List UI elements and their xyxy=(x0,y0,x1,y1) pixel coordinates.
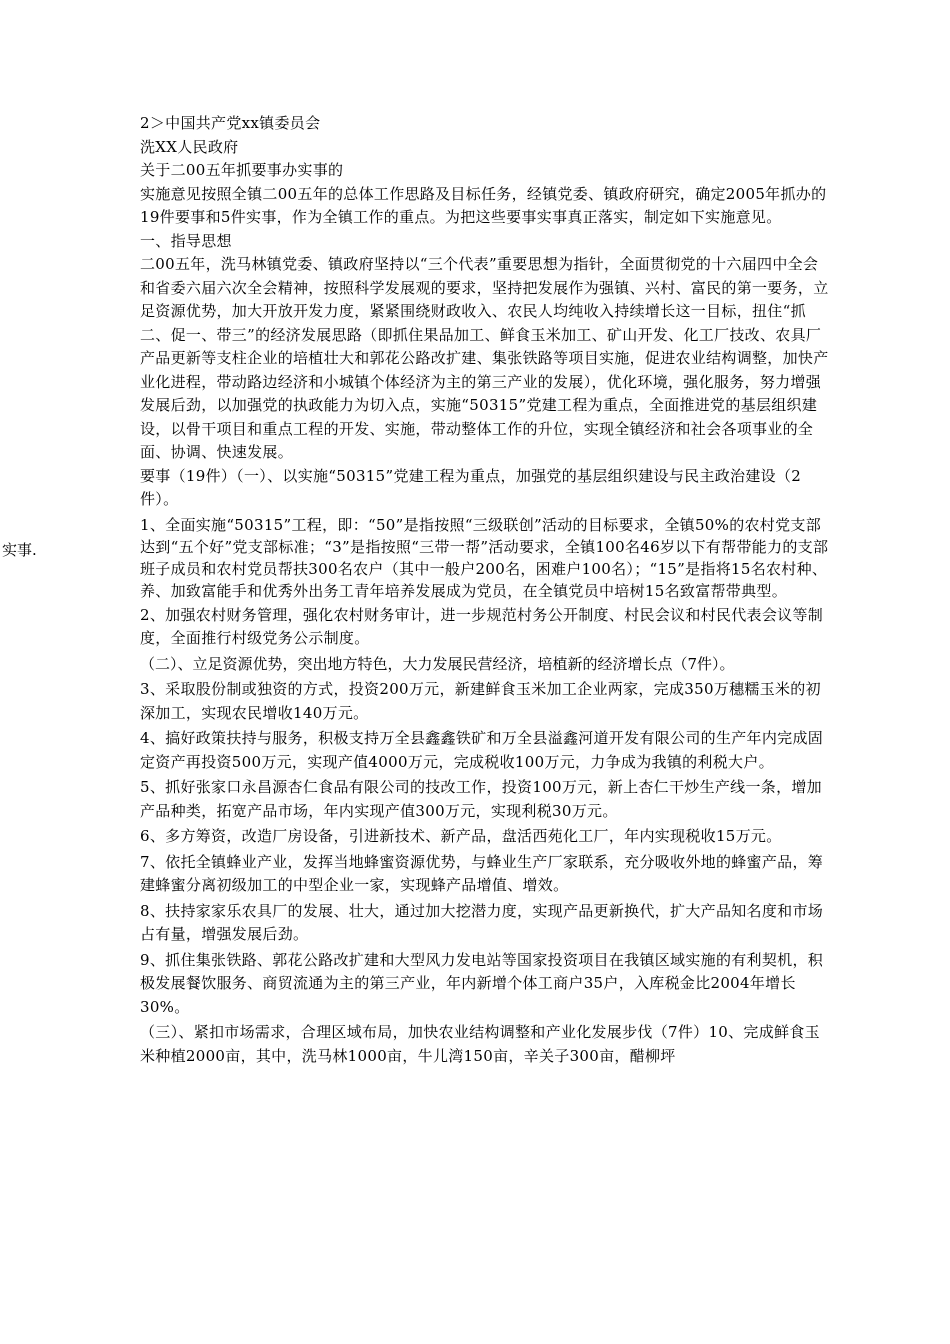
header-line-1: 2＞中国共产党xx镇委员会 xyxy=(140,114,321,132)
subsection-one-heading: 要事（19件）（一）、以实施“50315”党建工程为重点，加强党的基层组织建设与民主政治建设（2件）。 xyxy=(140,466,802,508)
subsection-three-heading: （三）、紧扣市场需求，合理区域布局，加快农业结构调整和产业化发展步伐（7件）10、完成鲜食玉米种植2000亩，其中，洗马林1000亩，牛儿湾150亩，辛关子300亩，醋柳坪 xyxy=(140,1023,820,1065)
section-heading: 一、指导思想 xyxy=(140,231,232,250)
item-7: 7、依托全镇蜂业产业，发挥当地蜂蜜资源优势，与蜂业生产厂家联系，充分吸收外地的蜂蜜产品，筹建蜂蜜分离初级加工的中型企业一家，实现蜂产品增值、增效。 xyxy=(140,852,824,894)
guiding-thought-paragraph: 二00五年，洗马林镇党委、镇政府坚持以“三个代表”重要思想为指针，全面贯彻党的十六届四中全会和省委六届六次全会精神，按照科学发展观的要求，坚持把发展作为强镇、兴村、富民的第一要务，立足资源优势，加大开放开发力度，紧紧围绕财政收入、农民人均纯收入持续增长这一目标，扭住“抓二、促一、带三”的经济发展思路（即抓住果品加工、鲜食玉米加工、矿山开发、化工厂技改、农具厂产品更新等支柱企业的培植壮大和郭花公路改扩建、集张铁路等项目实施，促进农业结构调整，加快产业化进程，带动路边经济和小城镇个体经济为主的第三产业的发展），优化环境，强化服务，努力增强发展后劲，以加强党的执政能力为切入点，实施“50315”党建工程为重点，全面推进党的基层组织建设，以骨干项目和重点工程的开发、实施，带动整体工作的升位，实现全镇经济和社会各项事业的全面、协调、快速发展。 xyxy=(140,255,829,461)
document-body xyxy=(140,112,830,1068)
item-5: 5、抓好张家口永昌源杏仁食品有限公司的技改工作，投资100万元，新上杏仁干炒生产线一条，增加产品种类，拓宽产品市场，年内实现产值300万元，实现利税30万元。 xyxy=(140,778,822,820)
header-line-3: 关于二00五年抓要事办实事的 xyxy=(140,161,344,179)
item-1: 1、全面实施“50315”工程，即：“50”是指按照“三级联创”活动的目标要求，全镇50%的农村党支部达到“五个好”党支部标准；“3”是指按照“三带一帮”活动要求，全镇100名46岁以下有帮带能力的支部班子成员和农村党员帮扶300名农户（其中一般户200名，困难户100名）；“15”是指将15名农村种、养、加致富能手和优秀外出务工青年培养发展成为党员，在全镇党员中培树15名致富帮带典型。 xyxy=(140,515,829,600)
item-2: 2、加强农村财务管理，强化农村财务审计，进一步规范村务公开制度、村民会议和村民代表会议等制度，全面推行村级党务公示制度。 xyxy=(140,605,824,647)
item-9: 9、抓住集张铁路、郭花公路改扩建和大型风力发电站等国家投资项目在我镇区域实施的有利契机，积极发展餐饮服务、商贸流通为主的第三产业，年内新增个体工商户35户，入库税金比2004年增长30%。 xyxy=(140,950,824,1016)
item-6: 6、多方筹资，改造厂房设备，引进新技术、新产品，盘活西苑化工厂，年内实现税收15万元。 xyxy=(140,827,782,845)
header-line-2: 洗XX人民政府 xyxy=(140,137,239,156)
subsection-two-heading: （二）、立足资源优势，突出地方特色，大力发展民营经济，培植新的经济增长点（7件）。 xyxy=(140,654,735,673)
margin-note: 实事. xyxy=(2,541,37,559)
item-8: 8、扶持家家乐农具厂的发展、壮大，通过加大挖潜力度，实现产品更新换代，扩大产品知名度和市场占有量，增强发展后劲。 xyxy=(140,901,824,943)
intro-paragraph: 实施意见按照全镇二00五年的总体工作思路及目标任务，经镇党委、镇政府研究，确定2005年抓办的19件要事和5件实事，作为全镇工作的重点。为把这些要事实事真正落实，制定如下实施意见。 xyxy=(140,184,827,226)
item-4: 4、搞好政策扶持与服务，积极支持万全县鑫鑫铁矿和万全县溢鑫河道开发有限公司的生产年内完成固定资产再投资500万元，实现产值4000万元，完成税收100万元，力争成为我镇的利税大户。 xyxy=(140,729,824,771)
item-3: 3、采取股份制或独资的方式，投资200万元，新建鲜食玉米加工企业两家，完成350万穗糯玉米的初深加工，实现农民增收140万元。 xyxy=(140,680,821,722)
